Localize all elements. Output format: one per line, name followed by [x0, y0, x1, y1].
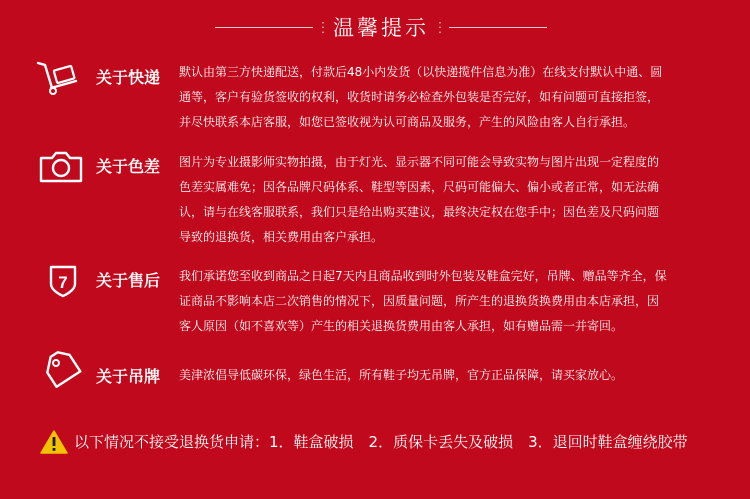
text-line: 我们承诺您至收到商品之日起7天内且商品收到时外包装及鞋盒完好，吊牌、赠品等齐全，保 — [179, 269, 667, 283]
text-line: 客人原因（如不喜欢等）产生的相关退换货费用由客人承担，如有赠品需一并寄回。 — [179, 319, 624, 333]
shield-number: 7 — [58, 273, 68, 292]
header — [0, 10, 750, 44]
section-label-aftersales: 关于售后 — [96, 271, 161, 290]
tag-icon — [44, 350, 84, 396]
seven-day-shield-icon — [48, 264, 78, 302]
section-body-delivery — [179, 60, 724, 135]
text-line: 色差实属难免；因各品牌尺码体系、鞋型等因素，尺码可能偏大、偏小或者正常，如无法确 — [179, 180, 660, 194]
section-body-aftersales — [179, 264, 724, 339]
warning-icon — [40, 429, 68, 459]
text-line: 认，请与在线客服联系，我们只是给出购买建议，最终决定权在您手中；因色差及尺码问题 — [179, 205, 660, 219]
text-line: 证商品不影响本店二次销售的情况下，因质量问题，所产生的退换货换费用由本店承担，因 — [179, 294, 660, 308]
warning-text: 以下情况不接受退换货申请：1．鞋盒破损 2．质保卡丢失及破损 3．退回时鞋盒缠绕胶带 — [74, 433, 688, 451]
header-ornament-right: ︙ — [433, 21, 447, 37]
text-line: 美津浓倡导低碳环保，绿色生活，所有鞋子均无吊牌，官方正品保障，请买家放心。 — [179, 368, 624, 382]
text-line: 通等，客户有验货签收的权利，收货时请务必检查外包装是否完好，如有问题可直接拒签， — [179, 90, 660, 104]
section-label-delivery: 关于快递 — [96, 68, 161, 87]
header-ornament-left: ︙ — [316, 21, 330, 37]
section-label-tag: 关于吊牌 — [96, 367, 161, 386]
text-line: 图片为专业摄影师实物拍摄，由于灯光、显示器不同可能会导致实物与图片出现一定程度的 — [179, 155, 660, 169]
camera-icon — [38, 150, 84, 188]
cart-icon — [36, 60, 80, 100]
section-body-color — [179, 150, 724, 250]
text-line: 导致的退换货，相关费用由客户承担。 — [179, 230, 384, 244]
header-divider-right — [449, 27, 547, 28]
return-exclusion-notice — [0, 425, 750, 465]
text-line: 并尽快联系本店客服，如您已签收视为认可商品及服务，产生的风险由客人自行承担。 — [179, 115, 636, 129]
header-divider-left — [215, 27, 313, 28]
text-line: 默认由第三方快递配送，付款后48小内发货（以快递揽件信息为准）在线支付默认中通、圆 — [179, 65, 663, 79]
section-label-color: 关于色差 — [96, 157, 161, 176]
page-title: 温馨提示 — [333, 16, 429, 40]
section-body-tag — [179, 363, 724, 388]
